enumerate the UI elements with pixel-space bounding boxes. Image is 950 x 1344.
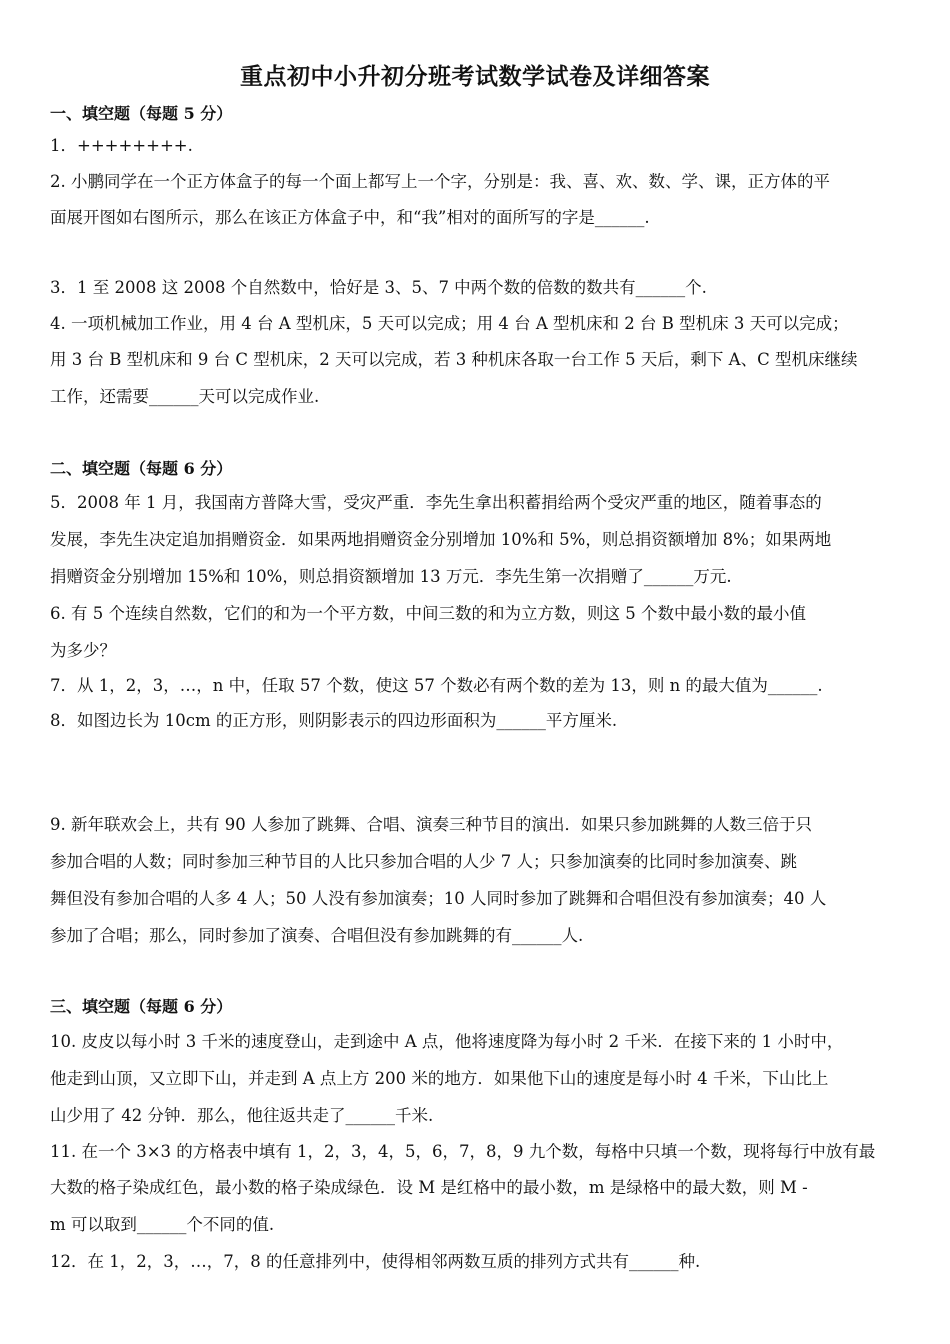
question-2-line-1: 2. 小鹏同学在一个正方体盒子的每一个面上都写上一个字，分别是：我、喜、欢、数、学、课，正方体的平 <box>50 172 830 191</box>
question-5-line-1: 5．2008 年 1 月，我国南方普降大雪，受灾严重．李先生拿出积蓄捐给两个受灾严重的地区，随着事态的 <box>50 493 822 512</box>
question-9-line-2: 参加合唱的人数；同时参加三种节目的人比只参加合唱的人少 7 人；只参加演奏的比同时参加演奏、跳 <box>50 852 797 871</box>
question-11-line-2: 大数的格子染成红色，最小数的格子染成绿色．设 M 是红格中的最小数，m 是绿格中的最大数，则 M - <box>50 1178 808 1197</box>
question-10-line-2: 他走到山顶，又立即下山，并走到 A 点上方 200 米的地方．如果他下山的速度是每小时 4 千米，下山比上 <box>50 1069 829 1088</box>
question-4-line-2: 用 3 台 B 型机床和 9 台 C 型机床，2 天可以完成，若 3 种机床各取一台工作 5 天后，剩下 A、C 型机床继续 <box>50 350 858 369</box>
question-4-line-3: 工作，还需要______天可以完成作业. <box>50 387 320 406</box>
question-7-line: 7．从 1，2，3，…，n 中，任取 57 个数，使这 57 个数必有两个数的差为 13，则 n 的最大值为______. <box>50 676 823 695</box>
question-5-line-2: 发展，李先生决定追加捐赠资金．如果两地捐赠资金分别增加 10%和 5%，则总捐资额增加 8%；如果两地 <box>50 530 832 549</box>
question-3-line: 3．1 至 2008 这 2008 个自然数中，恰好是 3、5、7 中两个数的倍数的数共有______个. <box>50 278 707 297</box>
question-5-line-3: 捐赠资金分别增加 15%和 10%，则总捐资额增加 13 万元．李先生第一次捐赠了______万元. <box>50 567 732 586</box>
question-9-line-4: 参加了合唱；那么，同时参加了演奏、合唱但没有参加跳舞的有______人. <box>50 926 584 945</box>
question-9-line-1: 9. 新年联欢会上，共有 90 人参加了跳舞、合唱、演奏三种节目的演出．如果只参加跳舞的人数三倍于只 <box>50 815 812 834</box>
page-title: 重点初中小升初分班考试数学试卷及详细答案 <box>240 63 710 90</box>
question-11-line-3: m 可以取到______个不同的值. <box>50 1215 275 1234</box>
question-4-line-1: 4. 一项机械加工作业，用 4 台 A 型机床，5 天可以完成；用 4 台 A 型机床和 2 台 B 型机床 3 天可以完成； <box>50 314 849 333</box>
question-12-line: 12．在 1，2，3，…，7，8 的任意排列中，使得相邻两数互质的排列方式共有______种. <box>50 1252 701 1271</box>
question-10-line-3: 山少用了 42 分钟．那么，他往返共走了______千米. <box>50 1106 434 1125</box>
section-heading-2: 二、填空题（每题 6 分） <box>50 459 233 478</box>
question-1-line: 1．++++++++. <box>50 136 193 155</box>
question-6-line-1: 6. 有 5 个连续自然数，它们的和为一个平方数，中间三数的和为立方数，则这 5 个数中最小数的最小值 <box>50 604 806 623</box>
question-6-line-2: 为多少？ <box>50 641 116 660</box>
section-heading-3: 三、填空题（每题 6 分） <box>50 997 233 1016</box>
question-10-line-1: 10. 皮皮以每小时 3 千米的速度登山，走到途中 A 点，他将速度降为每小时 2 千米．在接下来的 1 小时中， <box>50 1032 844 1051</box>
question-9-line-3: 舞但没有参加合唱的人多 4 人；50 人没有参加演奏；10 人同时参加了跳舞和合唱但没有参加演奏；40 人 <box>50 889 827 908</box>
section-heading-1: 一、填空题（每题 5 分） <box>50 104 233 123</box>
question-11-line-1: 11. 在一个 3×3 的方格表中填有 1，2，3，4，5，6，7，8，9 九个数，每格中只填一个数，现将每行中放有最 <box>50 1142 876 1161</box>
question-8-line: 8．如图边长为 10cm 的正方形，则阴影表示的四边形面积为______平方厘米. <box>50 711 618 730</box>
question-2-line-2: 面展开图如右图所示，那么在该正方体盒子中，和“我”相对的面所写的字是______. <box>50 208 650 227</box>
